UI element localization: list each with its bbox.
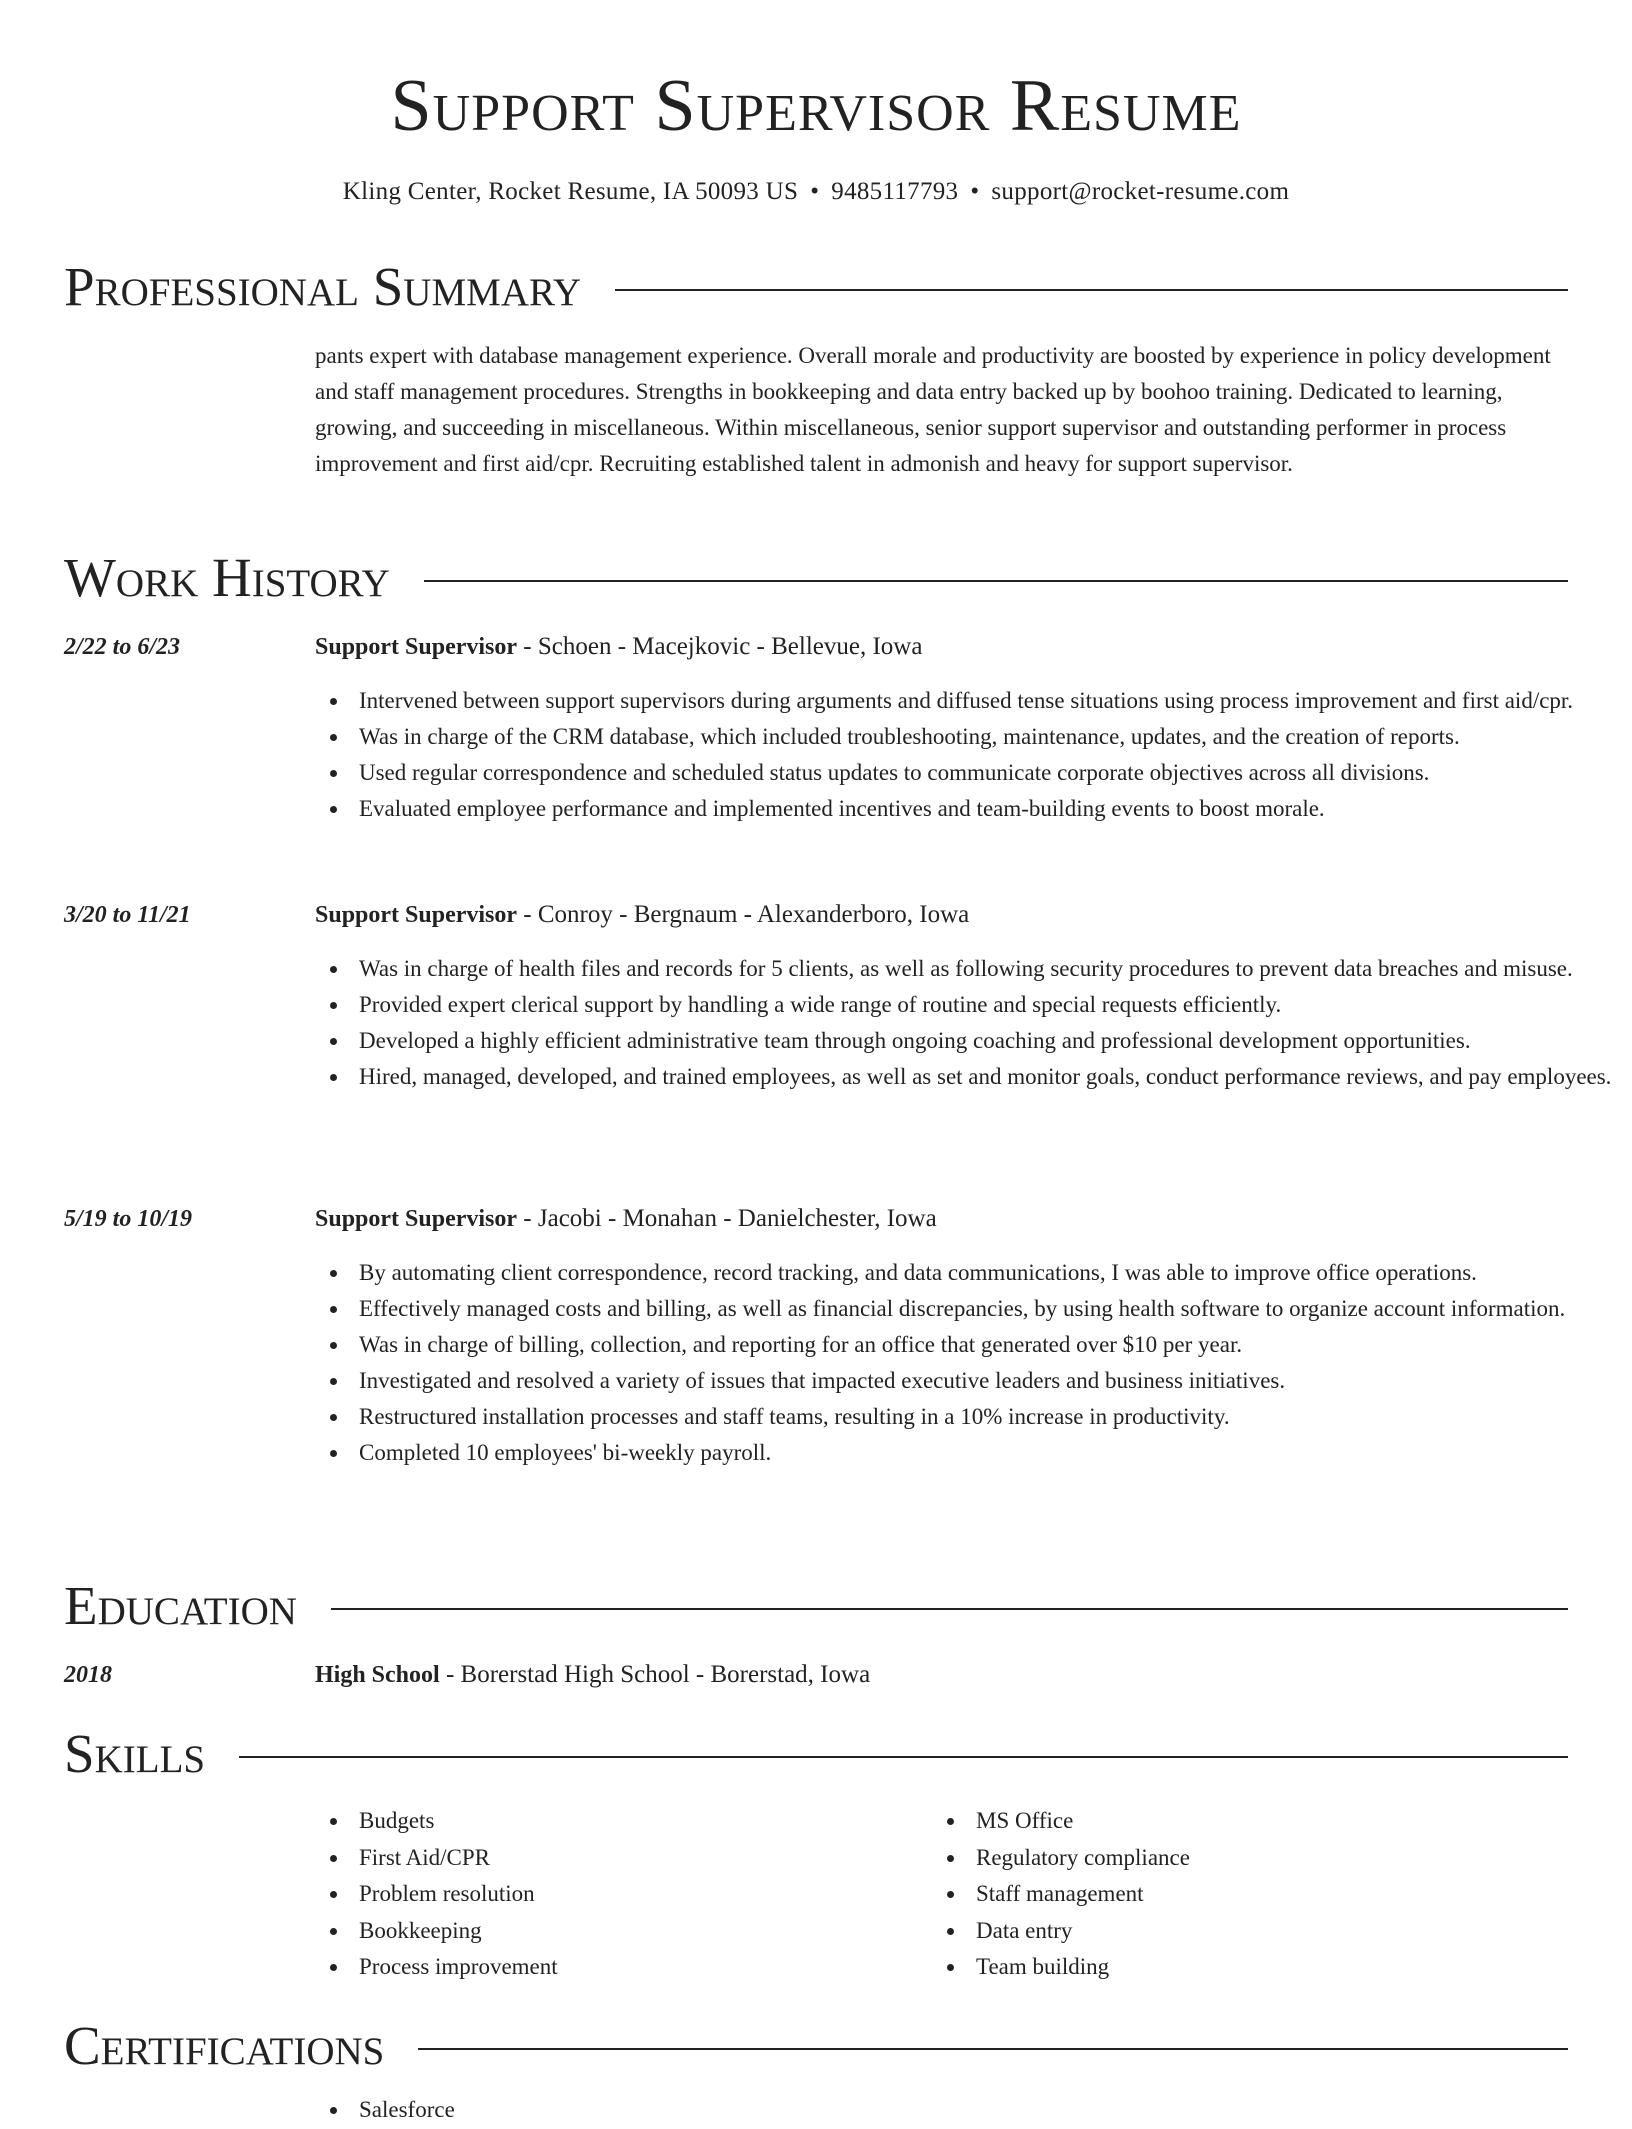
education-school-location: - Borerstad High School - Borerstad, Iowa bbox=[439, 1661, 871, 1688]
section-divider bbox=[615, 289, 1568, 291]
list-item: Used regular correspondence and scheduled status updates to communicate corporate objectives across all divisions. bbox=[359, 755, 1619, 791]
job-dates: 5/19 to 10/19 bbox=[64, 1206, 193, 1232]
contact-phone: 9485117793 bbox=[831, 178, 959, 205]
certifications-heading-label: Certifications bbox=[64, 2015, 385, 2076]
skill-item: Bookkeeping bbox=[359, 1913, 959, 1950]
skills-list-left bbox=[315, 1803, 959, 1986]
job-bullet-list bbox=[315, 683, 1619, 827]
work-history-heading-label: Work History bbox=[64, 547, 390, 608]
job-heading bbox=[315, 1201, 1575, 1237]
job-dates: 2/22 to 6/23 bbox=[64, 634, 181, 660]
section-divider bbox=[418, 2048, 1568, 2050]
education-degree: High School bbox=[315, 1662, 440, 1688]
skill-item: MS Office bbox=[976, 1803, 1576, 1840]
job-dates: 3/20 to 11/21 bbox=[64, 902, 191, 928]
section-divider bbox=[424, 580, 1568, 582]
job-employer-location: - Conroy - Bergnaum - Alexanderboro, Iowa bbox=[517, 901, 970, 928]
job-employer-location: - Jacobi - Monahan - Danielchester, Iowa bbox=[517, 1205, 937, 1232]
certification-item: Salesforce bbox=[359, 2092, 959, 2129]
list-item: Restructured installation processes and staff teams, resulting in a 10% increase in productivity. bbox=[359, 1399, 1619, 1435]
contact-separator: • bbox=[970, 178, 980, 205]
summary-section-heading bbox=[64, 254, 1568, 320]
job-heading bbox=[315, 629, 1575, 665]
contact-address: Kling Center, Rocket Resume, IA 50093 US bbox=[342, 178, 799, 205]
list-item: Hired, managed, developed, and trained employees, as well as set and monitor goals, conduct performance reviews, and pay employees. bbox=[359, 1059, 1619, 1095]
list-item: Was in charge of billing, collection, and reporting for an office that generated over $10 per year. bbox=[359, 1327, 1619, 1363]
certifications-section-heading bbox=[64, 2013, 1568, 2079]
list-item: By automating client correspondence, record tracking, and data communications, I was able to improve office operations. bbox=[359, 1255, 1619, 1291]
skill-item: Staff management bbox=[976, 1876, 1576, 1913]
skill-item: Data entry bbox=[976, 1913, 1576, 1950]
list-item: Completed 10 employees' bi-weekly payroll. bbox=[359, 1435, 1619, 1471]
job-heading bbox=[315, 897, 1575, 933]
certifications-list bbox=[315, 2092, 959, 2129]
job-title: Support Supervisor bbox=[315, 634, 518, 660]
section-divider bbox=[239, 1756, 1568, 1758]
summary-heading-label: Professional Summary bbox=[64, 256, 582, 317]
summary-text: pants expert with database management experience. Overall morale and productivity are boosted by experience in policy development and staff management procedures. Strengths in bookkeeping and data entry backed up by boohoo training. Dedicated to learning, growing, and succeeding in miscellaneous. Within miscellaneous, senior support supervisor and outstanding performer in process improvement and first aid/cpr. Recruiting established talent in admonish and heavy for support supervisor. bbox=[315, 343, 1551, 476]
section-divider bbox=[331, 1608, 1568, 1610]
skills-heading-label: Skills bbox=[64, 1723, 206, 1784]
education-heading-label: Education bbox=[64, 1575, 297, 1636]
contact-line bbox=[0, 174, 1632, 210]
job-title: Support Supervisor bbox=[315, 902, 518, 928]
skill-item: First Aid/CPR bbox=[359, 1840, 959, 1877]
skill-item: Problem resolution bbox=[359, 1876, 959, 1913]
education-section-heading bbox=[64, 1573, 1568, 1639]
job-bullet-list bbox=[315, 951, 1619, 1095]
list-item: Investigated and resolved a variety of issues that impacted executive leaders and business initiatives. bbox=[359, 1363, 1619, 1399]
list-item: Effectively managed costs and billing, as well as financial discrepancies, by using health software to organize account information. bbox=[359, 1291, 1619, 1327]
list-item: Was in charge of health files and records for 5 clients, as well as following security procedures to prevent data breaches and misuse. bbox=[359, 951, 1619, 987]
work-history-section-heading bbox=[64, 545, 1568, 611]
job-title: Support Supervisor bbox=[315, 1206, 518, 1232]
skill-item: Budgets bbox=[359, 1803, 959, 1840]
list-item: Provided expert clerical support by handling a wide range of routine and special requests efficiently. bbox=[359, 987, 1619, 1023]
skills-list-right bbox=[932, 1803, 1576, 1986]
job-bullet-list bbox=[315, 1255, 1619, 1471]
skill-item: Regulatory compliance bbox=[976, 1840, 1576, 1877]
job-employer-location: - Schoen - Macejkovic - Bellevue, Iowa bbox=[517, 633, 923, 660]
skill-item: Process improvement bbox=[359, 1949, 959, 1986]
skill-item: Team building bbox=[976, 1949, 1576, 1986]
education-year: 2018 bbox=[64, 1662, 112, 1688]
list-item: Evaluated employee performance and implemented incentives and team-building events to boost morale. bbox=[359, 791, 1619, 827]
resume-title: Support Supervisor Resume bbox=[390, 65, 1242, 147]
skills-section-heading bbox=[64, 1721, 1568, 1787]
list-item: Intervened between support supervisors during arguments and diffused tense situations using process improvement and first aid/cpr. bbox=[359, 683, 1619, 719]
list-item: Developed a highly efficient administrative team through ongoing coaching and professional development opportunities. bbox=[359, 1023, 1619, 1059]
contact-separator: • bbox=[810, 178, 820, 205]
contact-email: support@rocket-resume.com bbox=[991, 178, 1290, 205]
list-item: Was in charge of the CRM database, which included troubleshooting, maintenance, updates, and the creation of reports. bbox=[359, 719, 1619, 755]
education-entry bbox=[315, 1657, 1575, 1693]
